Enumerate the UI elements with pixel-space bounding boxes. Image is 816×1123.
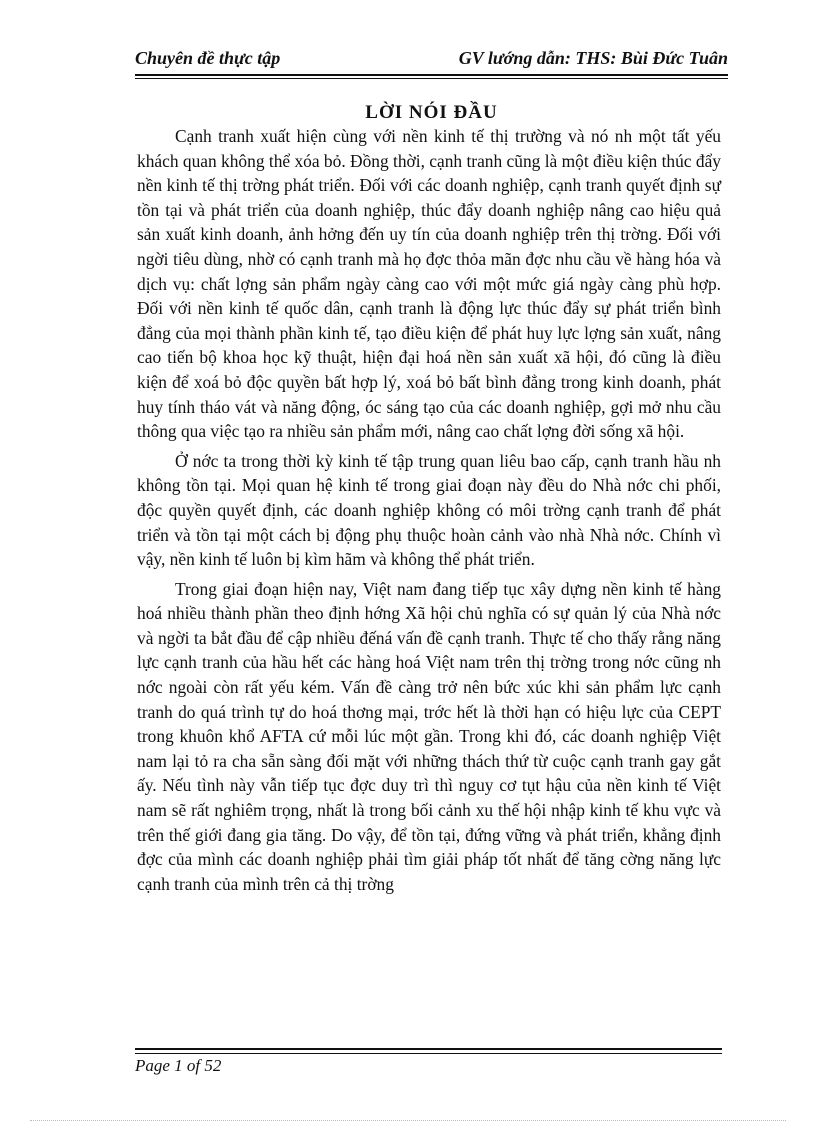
header-rule-thin [135, 78, 728, 79]
header-document-type: Chuyên đề thực tập [135, 48, 281, 68]
paragraph-1: Cạnh tranh xuất hiện cùng với nền kinh tế thị trường và nó nh một tất yếu khách quan không thể xóa bỏ. Đồng thời, cạnh tranh cũng là một điều kiện thúc đẩy nền kinh tế thị trờng phát triển. Đối với các doanh nghiệp, cạnh tranh quyết định sự tồn tại và phát triển của doanh nghiệp, thúc đẩy doanh nghiệp nâng cao hiệu quả sản xuất kinh doanh, ảnh hởng đến uy tín của doanh nghiệp trên thị trờng. Đối với ngời tiêu dùng, nhờ có cạnh tranh mà họ đợc thỏa mãn đợc nhu cầu về hàng hóa và dịch vụ: chất lợng sản phẩm ngày càng cao với một mức giá ngày càng phù hợp. Đối với nền kinh tế quốc dân, cạnh tranh là động lực thúc đẩy sự phát triển bình đẳng của mọi thành phần kinh tế, tạo điều kiện để phát huy lực lợng sản xuất, nâng cao tiến bộ khoa học kỹ thuật, hiện đại hoá nền sản xuất xã hội, đó cũng là điều kiện để xoá bỏ độc quyền bất hợp lý, xoá bỏ bất bình đẳng trong kinh doanh, phát huy tính tháo vát và năng động, óc sáng tạo của các doanh nghiệp, gợi mở nhu cầu thông qua việc tạo ra nhiều sản phẩm mới, nâng cao chất lợng đời sống xã hội. [137, 126, 721, 442]
header-rule-thick [135, 74, 728, 76]
page-header [135, 48, 728, 72]
footer-rule-thick [135, 1048, 722, 1050]
page-title: LỜI NÓI ĐẦU [365, 102, 498, 123]
document-body [137, 124, 721, 901]
page-number: Page 1 of 52 [135, 1056, 222, 1075]
page-boundary [30, 1120, 786, 1121]
paragraph-3: Trong giai đoạn hiện nay, Việt nam đang tiếp tục xây dựng nền kinh tế hàng hoá nhiều thành phần theo định hớng Xã hội chủ nghĩa có sự quản lý của Nhà nớc và ngời ta bắt đầu để cập nhiều đếná vấn đề cạnh tranh. Thực tế cho thấy rằng năng lực cạnh tranh của hầu hết các hàng hoá Việt nam trên thị trờng trong nớc cũng nh nớc ngoài còn rất yếu kém. Vấn đề càng trở nên bức xúc khi sản phẩm lực cạnh tranh do quá trình tự do hoá thơng mại, trớc hết là thời hạn có hiệu lực của CEPT trong khuôn khổ AFTA cứ mỗi lúc một gần. Trong khi đó, các doanh nghiệp Việt nam lại tỏ ra cha sẵn sàng đối mặt với những thách thứ từ cuộc cạnh tranh gay gắt ấy. Nếu tình này vẫn tiếp tục đợc duy trì thì nguy cơ tụt hậu của nền kinh tế Việt nam sẽ rất nghiêm trọng, nhất là trong bối cảnh xu thế hội nhập kinh tế khu vực và trên thế giới đang gia tăng. Do vậy, để tồn tại, đứng vững và phát triển, khẳng định đợc của mình các doanh nghiệp phải tìm giải pháp tốt nhất để tăng cờng năng lực cạnh tranh của mình trên cả thị trờng [137, 578, 721, 894]
footer-rule-thin [135, 1053, 722, 1054]
header-supervisor: GV lướng dẫn: THS: Bùi Đức Tuân [458, 48, 728, 68]
paragraph-2: Ở nớc ta trong thời kỳ kinh tế tập trung quan liêu bao cấp, cạnh tranh hầu nh không tồn tại. Mọi quan hệ kinh tế trong giai đoạn này đều do Nhà nớc chi phối, độc quyền quyết định, các doanh nghiệp không có môi trờng cạnh tranh để phát triển và tồn tại một cách bị động phụ thuộc hoàn cảnh vào nhà Nhà nớc. Chính vì vậy, nền kinh tế luôn bị kìm hãm và không thể phát triển. [137, 450, 721, 570]
